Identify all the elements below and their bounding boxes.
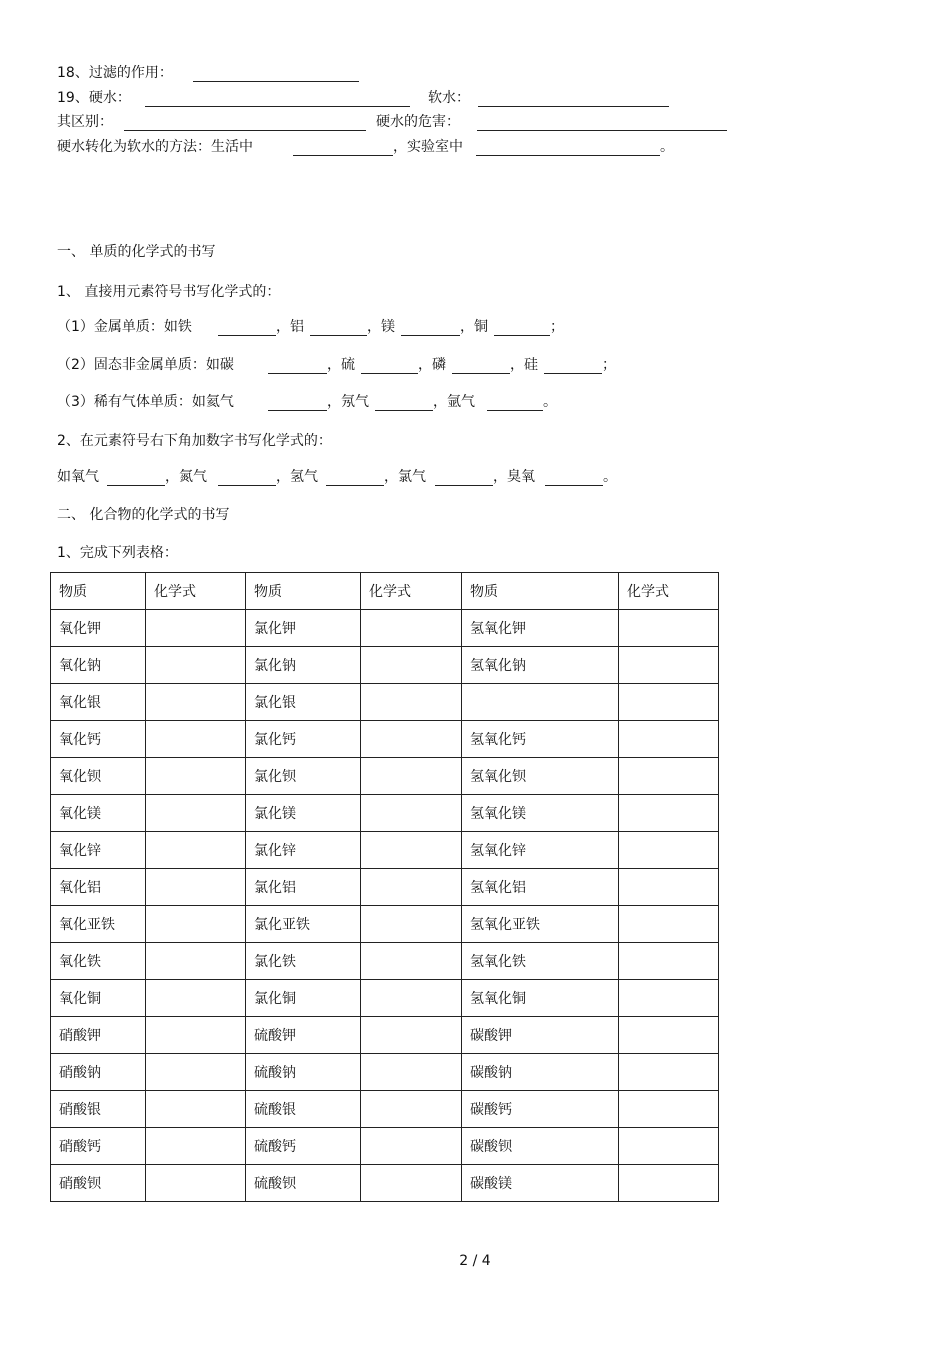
noble-sep-b: ，氩气	[433, 394, 475, 410]
substance-cell: 氯化钙	[246, 721, 361, 758]
substance-cell: 碳酸钡	[462, 1128, 619, 1165]
substance-cell: 氯化亚铁	[246, 906, 361, 943]
nitrogen-blank[interactable]	[218, 485, 276, 486]
substance-cell: 氢氧化亚铁	[462, 906, 619, 943]
formula-answer-cell[interactable]	[146, 610, 246, 647]
formula-answer-cell[interactable]	[146, 1054, 246, 1091]
nonmetals-prefix: （2）固态非金属单质：如碳	[57, 357, 234, 373]
table-row	[51, 1128, 719, 1165]
substance-cell: 氯化锌	[246, 832, 361, 869]
substance-cell: 碳酸钙	[462, 1091, 619, 1128]
header-substance: 物质	[462, 573, 619, 610]
substance-cell: 硫酸钠	[246, 1054, 361, 1091]
formula-answer-cell[interactable]	[619, 610, 719, 647]
substance-cell: 氧化铜	[51, 980, 146, 1017]
formula-answer-cell[interactable]	[361, 832, 462, 869]
table-row	[51, 869, 719, 906]
substance-cell: 碳酸钠	[462, 1054, 619, 1091]
formula-answer-cell[interactable]	[361, 610, 462, 647]
table-row	[51, 1165, 719, 1202]
magnesium-blank[interactable]	[401, 335, 460, 336]
substance-cell: 硫酸银	[246, 1091, 361, 1128]
substance-cell: 氯化钠	[246, 647, 361, 684]
difference-blank[interactable]	[124, 130, 366, 131]
formula-answer-cell[interactable]	[146, 1017, 246, 1054]
table-row	[51, 980, 719, 1017]
substance-cell: 氧化铁	[51, 943, 146, 980]
formula-answer-cell[interactable]	[619, 906, 719, 943]
formula-answer-cell[interactable]	[146, 795, 246, 832]
substance-cell: 硝酸钡	[51, 1165, 146, 1202]
sulfur-blank[interactable]	[361, 373, 418, 374]
table-row	[51, 1091, 719, 1128]
formula-answer-cell[interactable]	[619, 647, 719, 684]
aluminum-blank[interactable]	[310, 335, 367, 336]
substance-cell: 硝酸钠	[51, 1054, 146, 1091]
section1-item2: 2、在元素符号右下角加数字书写化学式的：	[57, 433, 332, 449]
formula-answer-cell[interactable]	[361, 943, 462, 980]
q18-label: 18、过滤的作用：	[57, 65, 173, 81]
formula-answer-cell[interactable]	[619, 1128, 719, 1165]
ozone-blank[interactable]	[545, 485, 603, 486]
nonmetals-sep-a: ，硫	[327, 357, 355, 373]
formula-answer-cell[interactable]	[146, 832, 246, 869]
gases-end: 。	[603, 469, 617, 485]
carbon-blank[interactable]	[268, 373, 327, 374]
substance-cell: 氯化钡	[246, 758, 361, 795]
formula-answer-cell[interactable]	[146, 906, 246, 943]
table-row	[51, 684, 719, 721]
formula-answer-cell[interactable]	[619, 795, 719, 832]
substance-cell: 氧化镁	[51, 795, 146, 832]
hydrogen-blank[interactable]	[326, 485, 384, 486]
formula-answer-cell[interactable]	[146, 758, 246, 795]
substance-cell: 氢氧化铁	[462, 943, 619, 980]
substance-cell: 氧化铝	[51, 869, 146, 906]
table-row	[51, 721, 719, 758]
substance-cell	[462, 684, 619, 721]
phosphorus-blank[interactable]	[452, 373, 510, 374]
gases-sep-d: ，臭氧	[493, 469, 535, 485]
section2-title: 二、 化合物的化学式的书写	[57, 507, 230, 523]
formula-answer-cell[interactable]	[361, 1128, 462, 1165]
helium-blank[interactable]	[268, 410, 327, 411]
q19-convert-prefix: 硬水转化为软水的方法：生活中	[57, 139, 253, 155]
table-row	[51, 943, 719, 980]
substance-cell: 硝酸银	[51, 1091, 146, 1128]
q19-soft-label: 软水：	[428, 90, 470, 106]
substance-cell: 硝酸钾	[51, 1017, 146, 1054]
substance-cell: 氧化银	[51, 684, 146, 721]
formula-answer-cell[interactable]	[361, 1054, 462, 1091]
metals-prefix: （1）金属单质：如铁	[57, 319, 192, 335]
copper-blank[interactable]	[494, 335, 550, 336]
substance-cell: 硝酸钙	[51, 1128, 146, 1165]
substance-cell: 氯化镁	[246, 795, 361, 832]
substance-cell: 氯化铜	[246, 980, 361, 1017]
substance-cell: 氯化铝	[246, 869, 361, 906]
substance-cell: 氢氧化铝	[462, 869, 619, 906]
formula-answer-cell[interactable]	[619, 869, 719, 906]
formula-answer-cell[interactable]	[619, 1165, 719, 1202]
formula-answer-cell[interactable]	[619, 1091, 719, 1128]
formula-answer-cell[interactable]	[361, 684, 462, 721]
lab-method-blank[interactable]	[476, 155, 660, 156]
table-row	[51, 906, 719, 943]
compound-formula-table	[50, 572, 719, 1202]
formula-answer-cell[interactable]	[361, 1017, 462, 1054]
formula-answer-cell[interactable]	[619, 1017, 719, 1054]
substance-cell: 碳酸镁	[462, 1165, 619, 1202]
q18-blank[interactable]	[193, 81, 359, 82]
formula-answer-cell[interactable]	[619, 684, 719, 721]
formula-answer-cell[interactable]	[619, 721, 719, 758]
formula-answer-cell[interactable]	[146, 869, 246, 906]
formula-answer-cell[interactable]	[146, 647, 246, 684]
table-row	[51, 647, 719, 684]
formula-answer-cell[interactable]	[361, 980, 462, 1017]
section1-item1: 1、 直接用元素符号书写化学式的：	[57, 284, 281, 300]
substance-cell: 氢氧化钙	[462, 721, 619, 758]
iron-blank[interactable]	[218, 335, 276, 336]
formula-answer-cell[interactable]	[361, 795, 462, 832]
gases-sep-b: ，氢气	[276, 469, 318, 485]
table-row	[51, 1017, 719, 1054]
q19-convert-mid: ，实验室中	[393, 139, 463, 155]
formula-answer-cell[interactable]	[619, 943, 719, 980]
formula-answer-cell[interactable]	[146, 684, 246, 721]
nonmetals-sep-c: ，硅	[510, 357, 538, 373]
table-row	[51, 795, 719, 832]
substance-cell: 氧化钾	[51, 610, 146, 647]
substance-cell: 氢氧化钡	[462, 758, 619, 795]
substance-cell: 氧化钙	[51, 721, 146, 758]
oxygen-blank[interactable]	[107, 485, 165, 486]
life-method-blank[interactable]	[293, 155, 393, 156]
formula-answer-cell[interactable]	[146, 1128, 246, 1165]
substance-cell: 氢氧化铜	[462, 980, 619, 1017]
formula-answer-cell[interactable]	[361, 869, 462, 906]
noble-end: 。	[543, 394, 557, 410]
header-formula: 化学式	[146, 573, 246, 610]
substance-cell: 氢氧化镁	[462, 795, 619, 832]
formula-answer-cell[interactable]	[361, 1165, 462, 1202]
noble-prefix: （3）稀有气体单质：如氦气	[57, 394, 234, 410]
formula-answer-cell[interactable]	[361, 1091, 462, 1128]
formula-answer-cell[interactable]	[361, 647, 462, 684]
section1-title: 一、 单质的化学式的书写	[57, 244, 216, 260]
header-formula: 化学式	[361, 573, 462, 610]
metals-end: ；	[550, 319, 564, 335]
noble-sep-a: ，氖气	[327, 394, 369, 410]
substance-cell: 氧化亚铁	[51, 906, 146, 943]
table-row	[51, 610, 719, 647]
table-header-row	[51, 573, 719, 610]
formula-answer-cell[interactable]	[146, 980, 246, 1017]
table-row	[51, 1054, 719, 1091]
formula-answer-cell[interactable]	[619, 758, 719, 795]
q19-hard-label: 19、硬水：	[57, 90, 131, 106]
chlorine-blank[interactable]	[435, 485, 493, 486]
formula-answer-cell[interactable]	[619, 1054, 719, 1091]
substance-cell: 氢氧化钾	[462, 610, 619, 647]
formula-answer-cell[interactable]	[361, 721, 462, 758]
gases-sep-c: ，氯气	[384, 469, 426, 485]
table-row	[51, 758, 719, 795]
substance-cell: 硫酸钡	[246, 1165, 361, 1202]
substance-cell: 氯化铁	[246, 943, 361, 980]
formula-answer-cell[interactable]	[146, 721, 246, 758]
formula-answer-cell[interactable]	[146, 943, 246, 980]
substance-cell: 氯化银	[246, 684, 361, 721]
neon-blank[interactable]	[375, 410, 433, 411]
metals-sep-b: ，镁	[367, 319, 395, 335]
formula-answer-cell[interactable]	[146, 1091, 246, 1128]
q19-diff-label: 其区别：	[57, 114, 113, 130]
metals-sep-c: ，铜	[460, 319, 488, 335]
hard-water-blank[interactable]	[145, 106, 410, 107]
gases-sep-a: ，氮气	[165, 469, 207, 485]
substance-cell: 氧化钠	[51, 647, 146, 684]
header-formula: 化学式	[619, 573, 719, 610]
substance-cell: 氧化锌	[51, 832, 146, 869]
q19-harm-label: 硬水的危害：	[376, 114, 460, 130]
formula-answer-cell[interactable]	[146, 1165, 246, 1202]
formula-answer-cell[interactable]	[361, 906, 462, 943]
page-number: 2 / 4	[459, 1253, 491, 1269]
substance-cell: 硫酸钾	[246, 1017, 361, 1054]
formula-answer-cell[interactable]	[619, 832, 719, 869]
section2-item1: 1、完成下列表格：	[57, 545, 178, 561]
substance-cell: 硫酸钙	[246, 1128, 361, 1165]
nonmetals-sep-b: ，磷	[418, 357, 446, 373]
substance-cell: 氢氧化锌	[462, 832, 619, 869]
silicon-blank[interactable]	[544, 373, 602, 374]
harm-blank[interactable]	[477, 130, 727, 131]
soft-water-blank[interactable]	[478, 106, 669, 107]
nonmetals-end: ；	[602, 357, 616, 373]
substance-cell: 氯化钾	[246, 610, 361, 647]
metals-sep-a: ，铝	[276, 319, 304, 335]
formula-answer-cell[interactable]	[361, 758, 462, 795]
substance-cell: 碳酸钾	[462, 1017, 619, 1054]
header-substance: 物质	[246, 573, 361, 610]
argon-blank[interactable]	[487, 410, 543, 411]
gases-prefix: 如氧气	[57, 469, 99, 485]
header-substance: 物质	[51, 573, 146, 610]
substance-cell: 氧化钡	[51, 758, 146, 795]
substance-cell: 氢氧化钠	[462, 647, 619, 684]
formula-answer-cell[interactable]	[619, 980, 719, 1017]
q19-convert-end: 。	[660, 139, 674, 155]
table-row	[51, 832, 719, 869]
